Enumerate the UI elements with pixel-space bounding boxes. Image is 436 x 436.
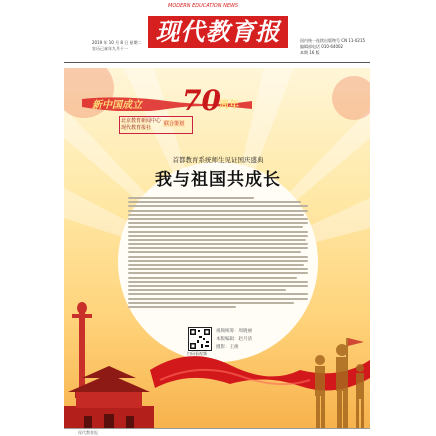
article-subtitle: 首都教育系统师生见证国庆盛典 <box>172 156 264 164</box>
article-title: 我与祖国共成长 <box>155 170 281 190</box>
anniversary-suffix: 周年 <box>219 100 239 111</box>
page-count: 本期 16 版 <box>300 50 320 55</box>
anniversary-text: 新中国成立 <box>92 100 142 111</box>
editorial-phone: 编辑部电话 010-64002 <box>300 44 344 49</box>
issue-date: 2019 年 10 月 8 日 星期二 <box>92 40 142 45</box>
masthead-english-name: MODERN EDUCATION NEWS <box>168 3 239 9</box>
anniversary-number: 70 <box>182 84 221 117</box>
masthead <box>0 0 436 66</box>
footer-text: 现代教育报 <box>78 430 98 435</box>
masthead-rule <box>64 62 370 63</box>
newspaper-title: 现代教育报 <box>155 17 281 46</box>
tiananmen-gate-icon <box>64 360 154 428</box>
credit-editor: 本版编辑：赵月清 <box>216 337 252 342</box>
organizer-tag: 联合策划 <box>164 121 185 127</box>
marching-figures-silhouette <box>300 330 370 428</box>
credit-video: 视频统筹：周晓丽 <box>216 329 252 334</box>
credit-photo: 摄影：王俊 <box>216 345 239 350</box>
qr-caption: 扫码看视频 <box>187 351 207 356</box>
organizer-line-1: 北京教育新闻中心 <box>121 118 162 124</box>
footer-rule <box>64 428 370 429</box>
publication-number: 国内统一连续出版物号 CN 11-0215 <box>300 38 366 43</box>
lunar-date: 农历己亥年九月十一 <box>92 46 128 51</box>
organizer-line-2: 现代教育报社 <box>121 125 152 131</box>
article-body <box>128 197 308 321</box>
